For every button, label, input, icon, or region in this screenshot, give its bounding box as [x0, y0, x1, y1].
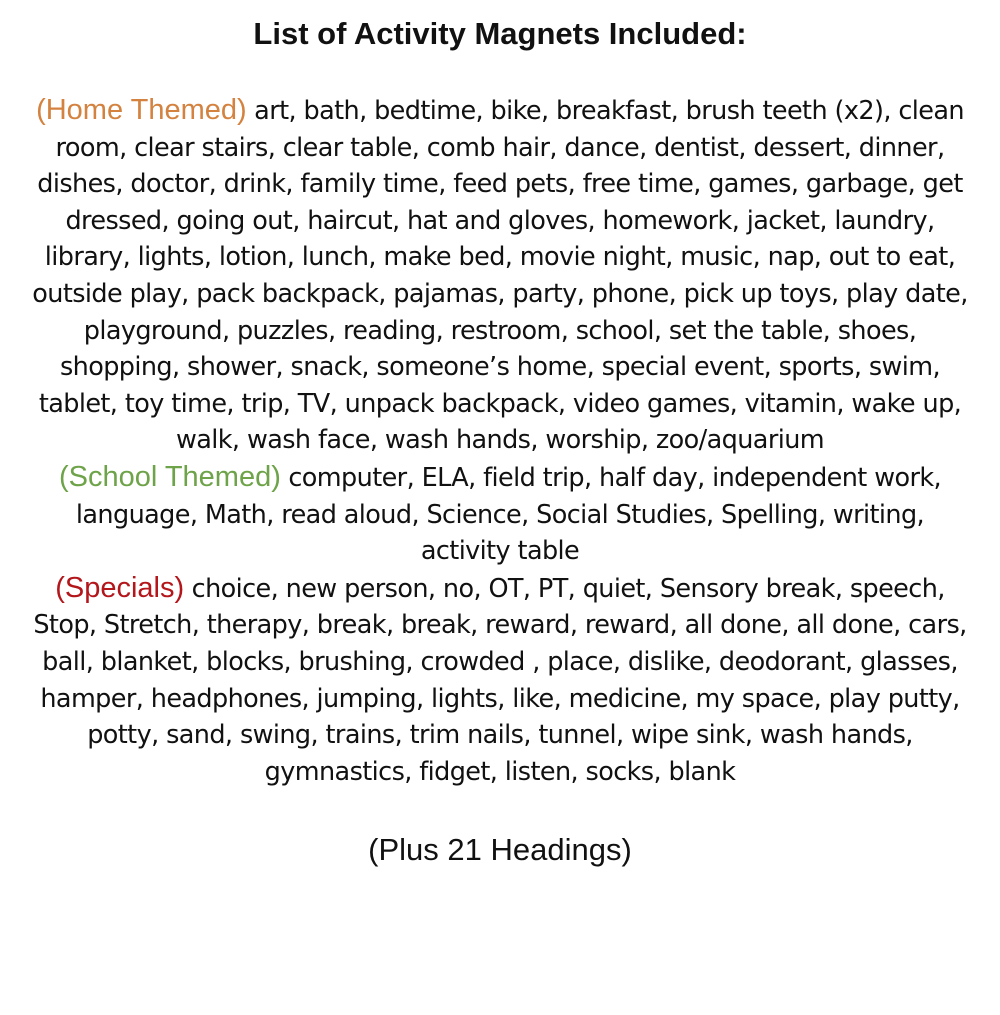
section-heading-home: (Home Themed) — [36, 94, 247, 126]
section-items-specials: choice, new person, no, OT, PT, quiet, Sensory break, speech, Stop, Stretch, therapy, break, break, reward, reward, all done, all done, cars, ball, blanket, blocks, brushing, crowded , place, dislike, deodorant, glasses, hamper, headphones, jumping, lights, like, medicine, my space, play putty, potty, sand, swing, trains, trim nails, tunnel, wipe sink, wash hands, gymnastics, fidget, listen, socks, blank — [33, 573, 967, 787]
section-heading-specials: (Specials) — [55, 571, 185, 604]
section-specials — [30, 570, 970, 791]
section-home-themed — [30, 92, 970, 459]
section-heading-school: (School Themed) — [58, 460, 281, 493]
section-school-themed — [30, 459, 970, 570]
section-items-home: art, bath, bedtime, bike, breakfast, brush teeth (x2), clean room, clear stairs, clear table, comb hair, dance, dentist, dessert, dinner, dishes, doctor, drink, family time, feed pets, free time, games, garbage, get dressed, going out, haircut, hat and gloves, homework, jacket, laundry, library, lights, lotion, lunch, make bed, movie night, music, nap, out to eat, outside play, pack backpack, pajamas, party, phone, pick up toys, play date, playground, puzzles, reading, restroom, school, set the table, shoes, shopping, shower, snack, someone’s home, special event, sports, swim, tablet, toy time, trip, TV, unpack backpack, video games, vitamin, wake up, walk, wash face, wash hands, worship, zoo/aquarium — [32, 96, 968, 456]
footer-note: (Plus 21 Headings) — [368, 832, 632, 868]
section-items-school: computer, ELA, field trip, half day, independent work, language, Math, read aloud, Science, Social Studies, Spelling, writing, activity table — [75, 462, 942, 567]
page-title: List of Activity Magnets Included: — [253, 16, 747, 51]
